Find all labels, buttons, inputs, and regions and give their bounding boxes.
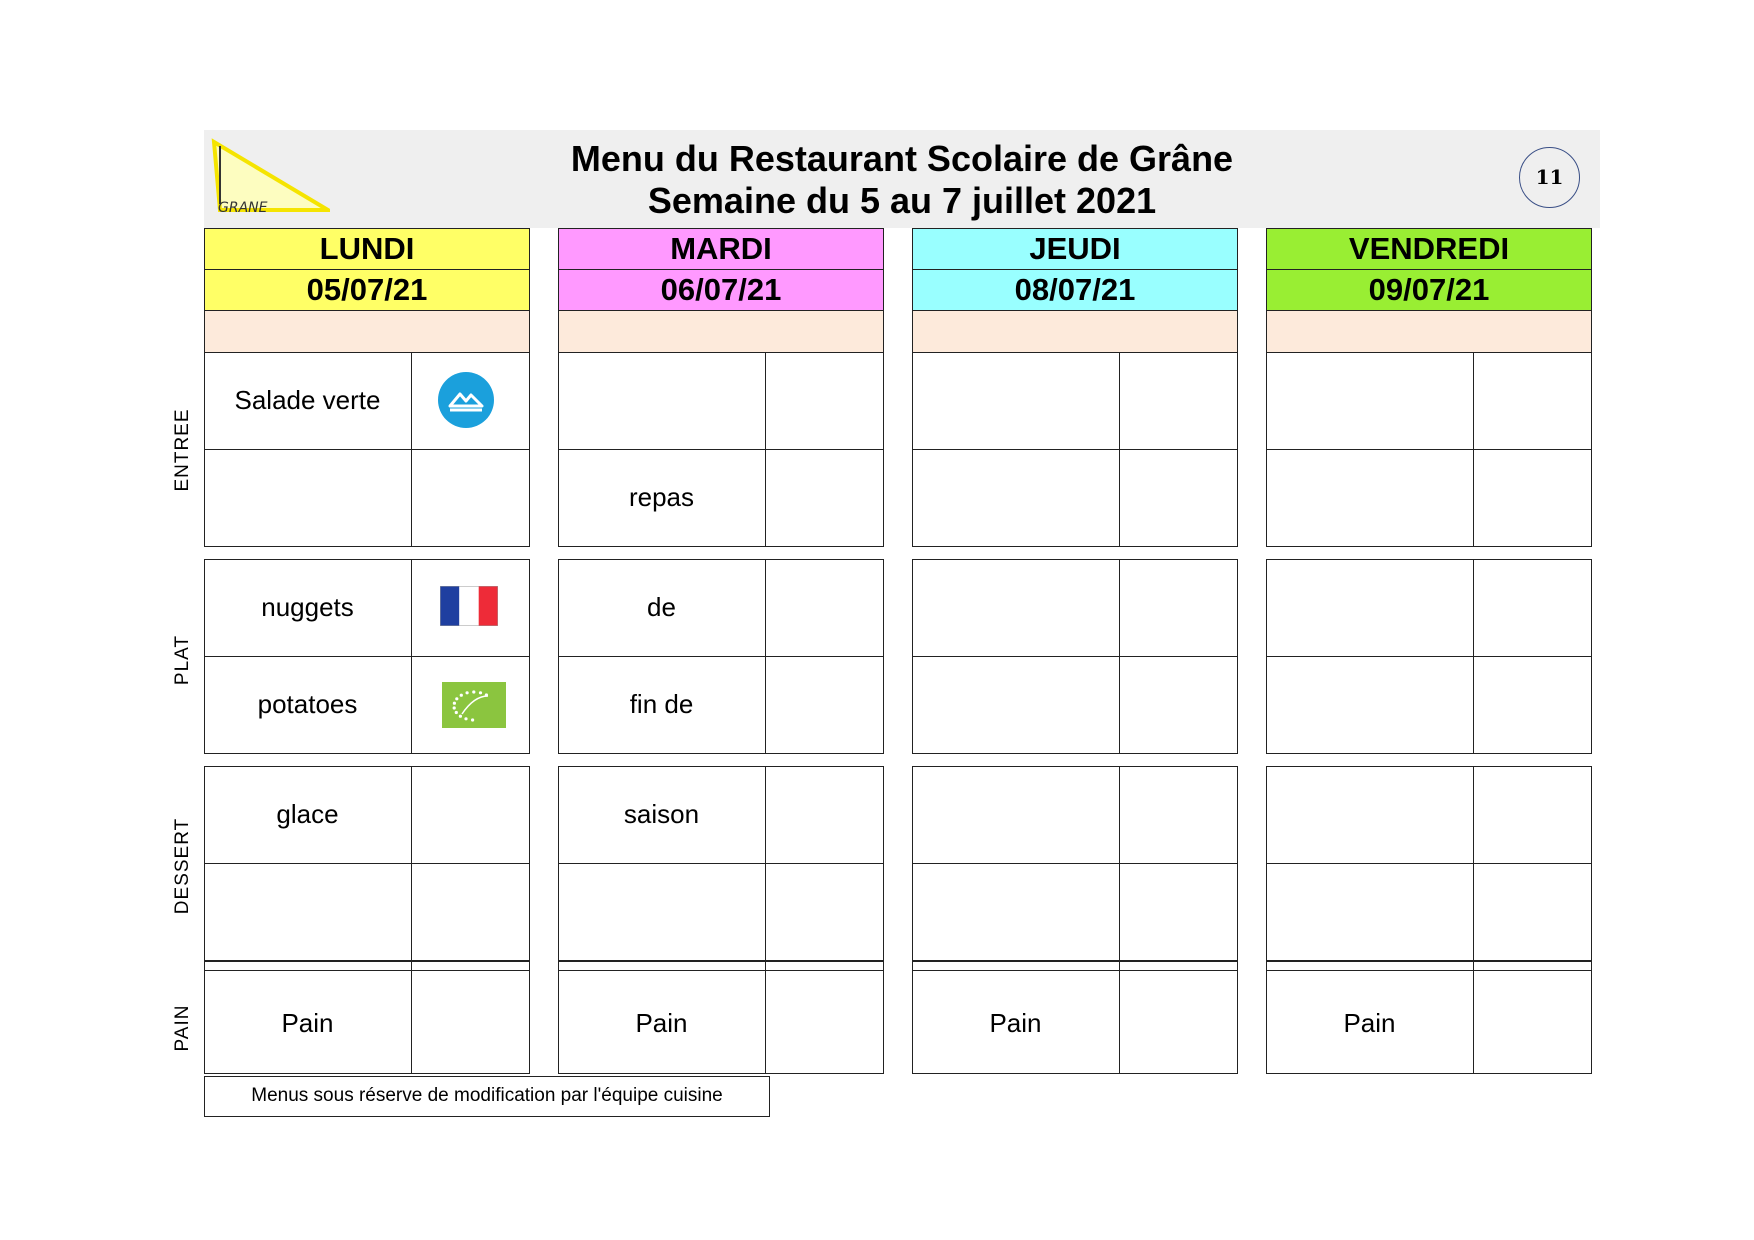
dessert-col-divider-1: [765, 766, 766, 961]
bread-col-divider-3: [1473, 961, 1474, 1074]
day-name-0: LUNDI: [204, 228, 530, 270]
dessert-item-3-1: [1266, 895, 1473, 929]
entree-col-divider-1: [765, 352, 766, 547]
dessert-row-divider-2: [912, 863, 1238, 864]
entree-item-0-1: [204, 481, 411, 515]
entree-item-0-0: Salade verte: [234, 385, 381, 415]
dessert-item-1-0: saison: [623, 799, 700, 829]
day-date-1: 06/07/21: [558, 269, 884, 311]
info-row-0: [204, 310, 530, 353]
eu-organic-label-icon: [442, 682, 506, 728]
week-number-badge: 11: [1519, 147, 1580, 208]
bread-item-0: Pain: [281, 1008, 334, 1038]
plat-item-1-0: de: [647, 592, 676, 622]
entree-col-divider-2: [1119, 352, 1120, 547]
plat-col-divider-0: [411, 559, 412, 754]
dessert-row-divider-3: [1266, 863, 1592, 864]
day-date-0: 05/07/21: [204, 269, 530, 311]
bread-block-top2-3: [1266, 970, 1592, 971]
entree-col-divider-0: [411, 352, 412, 547]
plat-row-divider-3: [1266, 656, 1592, 657]
dessert-item-2-1: [912, 895, 1119, 929]
section-label-dessert: DESSERT: [172, 817, 193, 915]
plat-item-3-0: [1266, 591, 1473, 625]
entree-item-1-0: [558, 384, 765, 418]
plat-row-divider-0: [204, 656, 530, 657]
bread-block-top2-2: [912, 970, 1238, 971]
entree-item-3-0: [1266, 384, 1473, 418]
plat-col-divider-1: [765, 559, 766, 754]
bread-block-top2-1: [558, 970, 884, 971]
dessert-item-1-1: [558, 895, 765, 929]
bread-block-top-3: [1266, 961, 1592, 962]
bread-col-divider-1: [765, 961, 766, 1074]
entree-row-divider-0: [204, 449, 530, 450]
plat-col-divider-2: [1119, 559, 1120, 754]
bread-col-divider-0: [411, 961, 412, 1074]
section-label-plat: PLAT: [172, 634, 193, 686]
section-label-entree: ENTREE: [172, 408, 193, 492]
plat-item-1-1: fin de: [629, 689, 694, 719]
plat-item-2-0: [912, 591, 1119, 625]
france-flag-icon: [440, 586, 498, 626]
plat-col-divider-3: [1473, 559, 1474, 754]
entree-item-1-1: repas: [628, 482, 695, 512]
bread-block-top-2: [912, 961, 1238, 962]
alpes-logo-icon: [438, 372, 494, 428]
info-row-2: [912, 310, 1238, 353]
plat-item-3-1: [1266, 688, 1473, 722]
bread-block-top-0: [204, 961, 530, 962]
dessert-row-divider-0: [204, 863, 530, 864]
dessert-item-0-0: glace: [276, 799, 339, 829]
dessert-row-divider-1: [558, 863, 884, 864]
entree-row-divider-3: [1266, 449, 1592, 450]
footer-note: Menus sous réserve de modification par l'équipe cuisine: [204, 1076, 770, 1117]
page-title: Menu du Restaurant Scolaire de Grâne: [570, 138, 1234, 179]
logo-text: GRANE: [218, 200, 268, 216]
bread-item-3: Pain: [1343, 1008, 1396, 1038]
dessert-item-3-0: [1266, 798, 1473, 832]
entree-col-divider-3: [1473, 352, 1474, 547]
dessert-item-2-0: [912, 798, 1119, 832]
bread-col-divider-2: [1119, 961, 1120, 1074]
plat-row-divider-1: [558, 656, 884, 657]
entree-item-2-1: [912, 481, 1119, 515]
entree-row-divider-2: [912, 449, 1238, 450]
day-name-1: MARDI: [558, 228, 884, 270]
dessert-item-0-1: [204, 895, 411, 929]
info-row-1: [558, 310, 884, 353]
plat-row-divider-2: [912, 656, 1238, 657]
plat-item-0-1: potatoes: [257, 689, 358, 719]
bread-block-top-1: [558, 961, 884, 962]
day-name-2: JEUDI: [912, 228, 1238, 270]
bread-item-1: Pain: [635, 1008, 688, 1038]
page-subtitle: Semaine du 5 au 7 juillet 2021: [647, 180, 1157, 221]
entree-item-2-0: [912, 384, 1119, 418]
bread-item-2: Pain: [989, 1008, 1042, 1038]
info-row-3: [1266, 310, 1592, 353]
day-name-3: VENDREDI: [1266, 228, 1592, 270]
entree-item-3-1: [1266, 481, 1473, 515]
section-label-pain: PAIN: [172, 1004, 193, 1052]
plat-item-0-0: nuggets: [261, 592, 354, 622]
bread-block-top2-0: [204, 970, 530, 971]
day-date-2: 08/07/21: [912, 269, 1238, 311]
dessert-col-divider-3: [1473, 766, 1474, 961]
dessert-col-divider-2: [1119, 766, 1120, 961]
day-date-3: 09/07/21: [1266, 269, 1592, 311]
entree-row-divider-1: [558, 449, 884, 450]
dessert-col-divider-0: [411, 766, 412, 961]
plat-item-2-1: [912, 688, 1119, 722]
